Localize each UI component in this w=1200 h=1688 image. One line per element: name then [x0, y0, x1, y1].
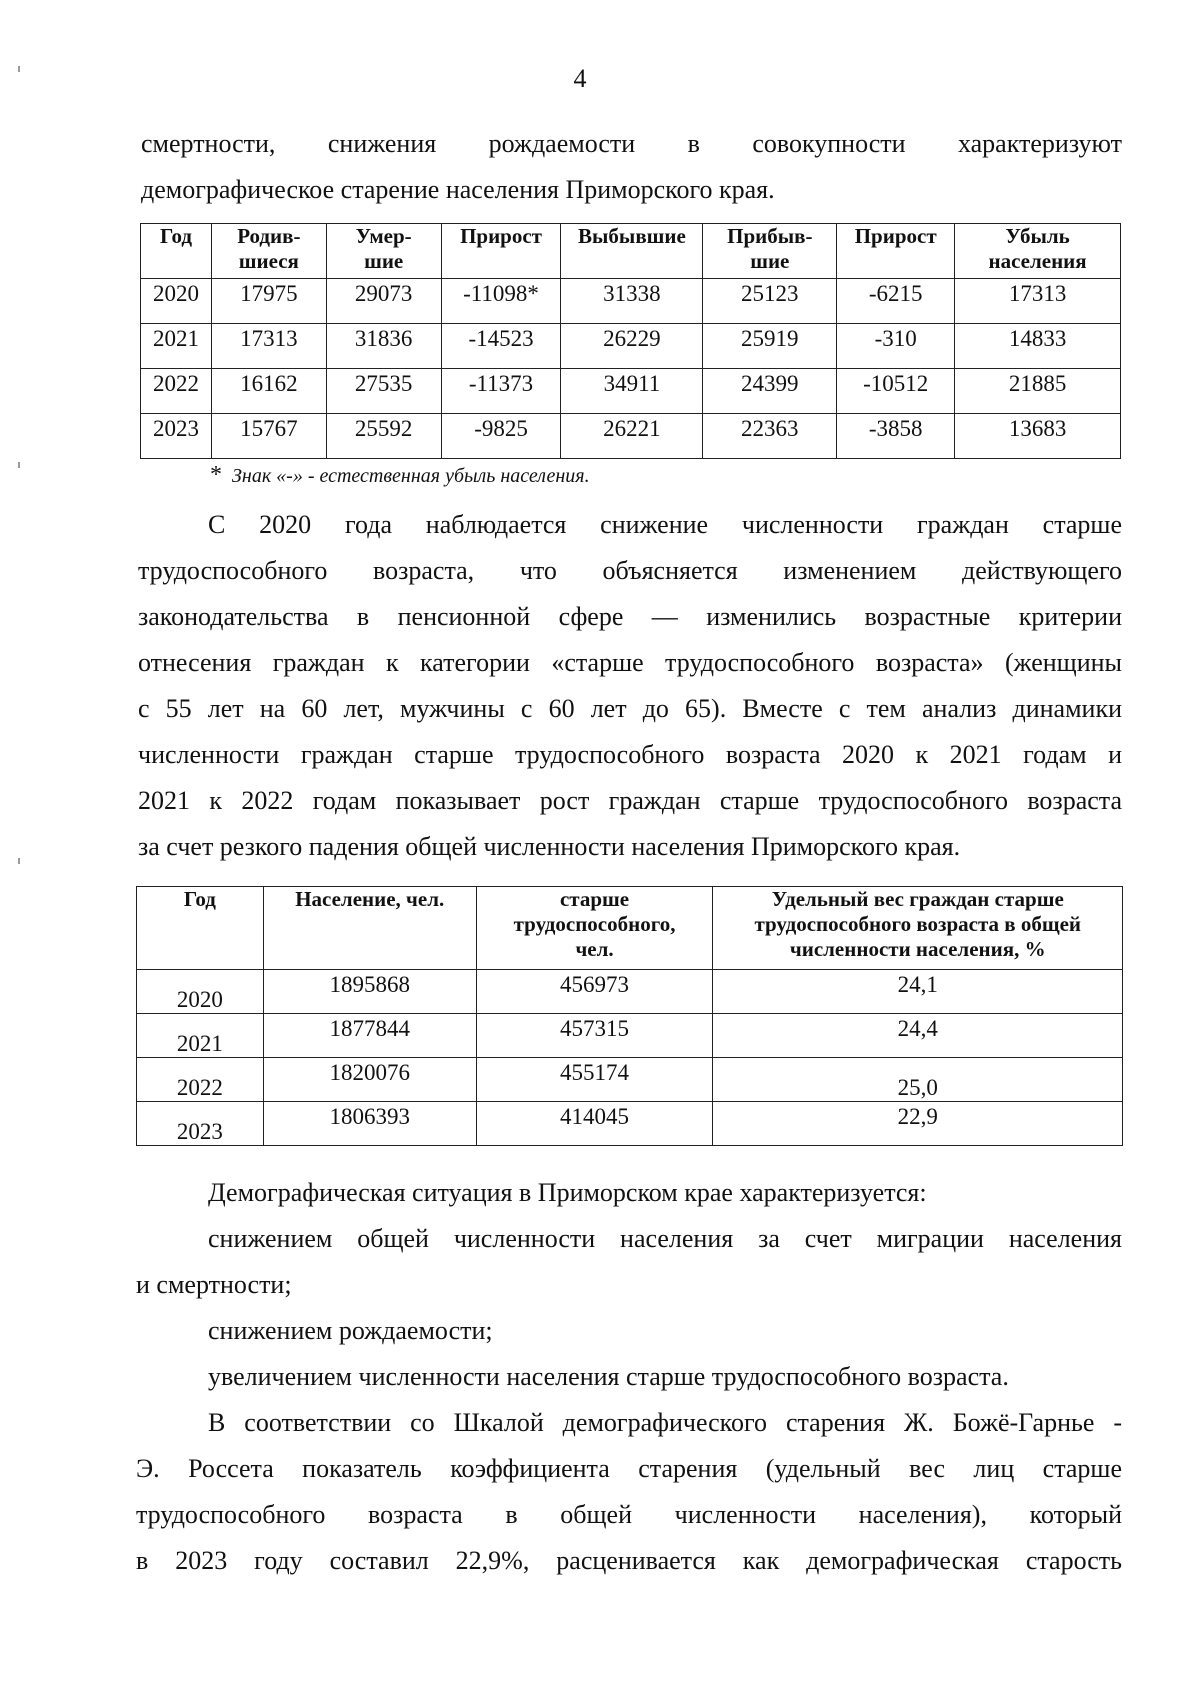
header-departed: [561, 224, 703, 279]
table-cell: 25919: [703, 324, 837, 369]
header-share-percent: Удельный вес граждан старше трудоспособного возраста в общей численности населения, %: [713, 887, 1123, 970]
table-cell: 27535: [326, 369, 441, 414]
table-cell: 21885: [955, 369, 1121, 414]
table-row: [141, 369, 1121, 414]
text-line: смертности, снижения рождаемости в совокупности характеризуют: [141, 129, 1122, 158]
table-row: [141, 324, 1121, 369]
table-cell: 17313: [211, 324, 326, 369]
text-line: трудоспособного возраста, что объясняется изменением действующего: [138, 556, 1122, 585]
text-line: с 55 лет на 60 лет, мужчины с 60 лет до 65). Вместе с тем анализ динамики: [138, 694, 1122, 723]
table-header-row: [141, 224, 1121, 279]
table-cell: 29073: [326, 279, 441, 324]
table-cell: -3858: [837, 414, 955, 459]
header-year: [141, 224, 212, 279]
table-cell: 1877844: [263, 1014, 476, 1058]
table-cell: 22,9: [713, 1102, 1123, 1146]
text-line: законодательства в пенсионной сфере — изменились возрастные критерии: [138, 602, 1122, 631]
table-row: [141, 279, 1121, 324]
text-line: за счет резкого падения общей численности населения Приморского края.: [138, 832, 961, 861]
situation-item-elderly-growth: увеличением численности населения старше трудоспособного возраста.: [208, 1362, 1009, 1391]
table-cell: 34911: [561, 369, 703, 414]
header-label: Год: [183, 887, 216, 911]
text-line: и смертности;: [136, 1270, 292, 1299]
header-population: [263, 887, 476, 970]
scan-margin-mark: [18, 858, 20, 864]
table-cell: 26221: [561, 414, 703, 459]
header-label: Население, чел.: [295, 887, 445, 911]
table-cell: 31338: [561, 279, 703, 324]
table-cell: 25123: [703, 279, 837, 324]
table-cell: 24399: [703, 369, 837, 414]
table-cell: 16162: [211, 369, 326, 414]
table-cell: 455174: [476, 1058, 713, 1102]
header-migration-growth: [837, 224, 955, 279]
header-label: Прирост: [854, 224, 937, 248]
text-line: численности граждан старше трудоспособного возраста 2020 к 2021 годам и: [138, 740, 1122, 769]
text-line: отнесения граждан к категории «старше трудоспособного возраста» (женщины: [138, 648, 1122, 677]
footnote-star: *: [210, 462, 222, 488]
header-over-working-age: старше трудоспособного, чел.: [476, 887, 713, 970]
table-cell: 25,0: [713, 1058, 1123, 1102]
table-cell: 25592: [326, 414, 441, 459]
aging-scale-paragraph: [136, 1400, 1122, 1584]
table-cell: 31836: [326, 324, 441, 369]
table-row: [137, 970, 1123, 1014]
table-header-row: [137, 887, 1123, 970]
table-cell: 22363: [703, 414, 837, 459]
header-births: Родив- шиеся: [211, 224, 326, 279]
table-cell: 2022: [141, 369, 212, 414]
header-label: Выбывшие: [578, 224, 686, 248]
table-cell: -10512: [837, 369, 955, 414]
table-cell: 17313: [955, 279, 1121, 324]
table-cell: 1820076: [263, 1058, 476, 1102]
table-cell: 456973: [476, 970, 713, 1014]
header-label: Год: [159, 224, 192, 248]
page-number: 4: [573, 64, 587, 93]
table-cell: 1895868: [263, 970, 476, 1014]
text-line: С 2020 года наблюдается снижение численности граждан старше: [208, 510, 1122, 539]
text-line: в 2023 году составил 22,9%, расценивается как демографическая старость: [136, 1546, 1122, 1575]
table-cell: 14833: [955, 324, 1121, 369]
table-cell: 2021: [137, 1014, 264, 1058]
table-cell: 1806393: [263, 1102, 476, 1146]
header-natural-growth: [441, 224, 561, 279]
table-cell: -9825: [441, 414, 561, 459]
table-cell: -14523: [441, 324, 561, 369]
table-row: [137, 1058, 1123, 1102]
table-cell: 2021: [141, 324, 212, 369]
table-cell: 24,4: [713, 1014, 1123, 1058]
table-row: [141, 414, 1121, 459]
table-cell: 2023: [141, 414, 212, 459]
header-population-loss: Убыль населения: [955, 224, 1121, 279]
table-row: [137, 1102, 1123, 1146]
elderly-population-table: [136, 886, 1123, 1146]
table-cell: 2022: [137, 1058, 264, 1102]
table-cell: 414045: [476, 1102, 713, 1146]
situation-item-birth-decline: снижением рождаемости;: [208, 1316, 493, 1345]
table-cell: 2020: [141, 279, 212, 324]
age-criteria-paragraph: [138, 502, 1122, 870]
header-year: [137, 887, 264, 970]
situation-heading: Демографическая ситуация в Приморском крае характеризуется:: [208, 1178, 927, 1207]
population-movement-table: [140, 223, 1121, 459]
header-label: Прирост: [460, 224, 542, 248]
situation-section: [136, 1170, 1122, 1400]
text-line: демографическое старение населения Приморского края.: [141, 175, 775, 204]
header-arrived: Прибыв- шие: [703, 224, 837, 279]
table-cell: 24,1: [713, 970, 1123, 1014]
situation-item-population-decline: снижением общей численности населения за счет миграции населения: [208, 1224, 1122, 1253]
text-line: В соответствии со Шкалой демографического старения Ж. Божё-Гарнье -: [208, 1408, 1122, 1437]
table-cell: -310: [837, 324, 955, 369]
table-cell: -11098*: [441, 279, 561, 324]
text-line: Э. Россета показатель коэффициента старения (удельный вес лиц старше: [136, 1454, 1122, 1483]
intro-paragraph: [141, 121, 1122, 213]
table-cell: -11373: [441, 369, 561, 414]
table-cell: 2023: [137, 1102, 264, 1146]
header-deaths: Умер- шие: [326, 224, 441, 279]
table-cell: 15767: [211, 414, 326, 459]
table-cell: 457315: [476, 1014, 713, 1058]
table-cell: 26229: [561, 324, 703, 369]
text-line: 2021 к 2022 годам показывает рост граждан старше трудоспособного возраста: [138, 786, 1122, 815]
table-cell: -6215: [837, 279, 955, 324]
table-footnote: [210, 462, 590, 489]
footnote-text: Знак «-» - естественная убыль населения.: [232, 465, 590, 487]
table-cell: 2020: [137, 970, 264, 1014]
scan-margin-mark: [18, 462, 20, 468]
table-cell: 17975: [211, 279, 326, 324]
text-line: трудоспособного возраста в общей численности населения), который: [136, 1500, 1122, 1529]
table-cell: 13683: [955, 414, 1121, 459]
table-row: [137, 1014, 1123, 1058]
